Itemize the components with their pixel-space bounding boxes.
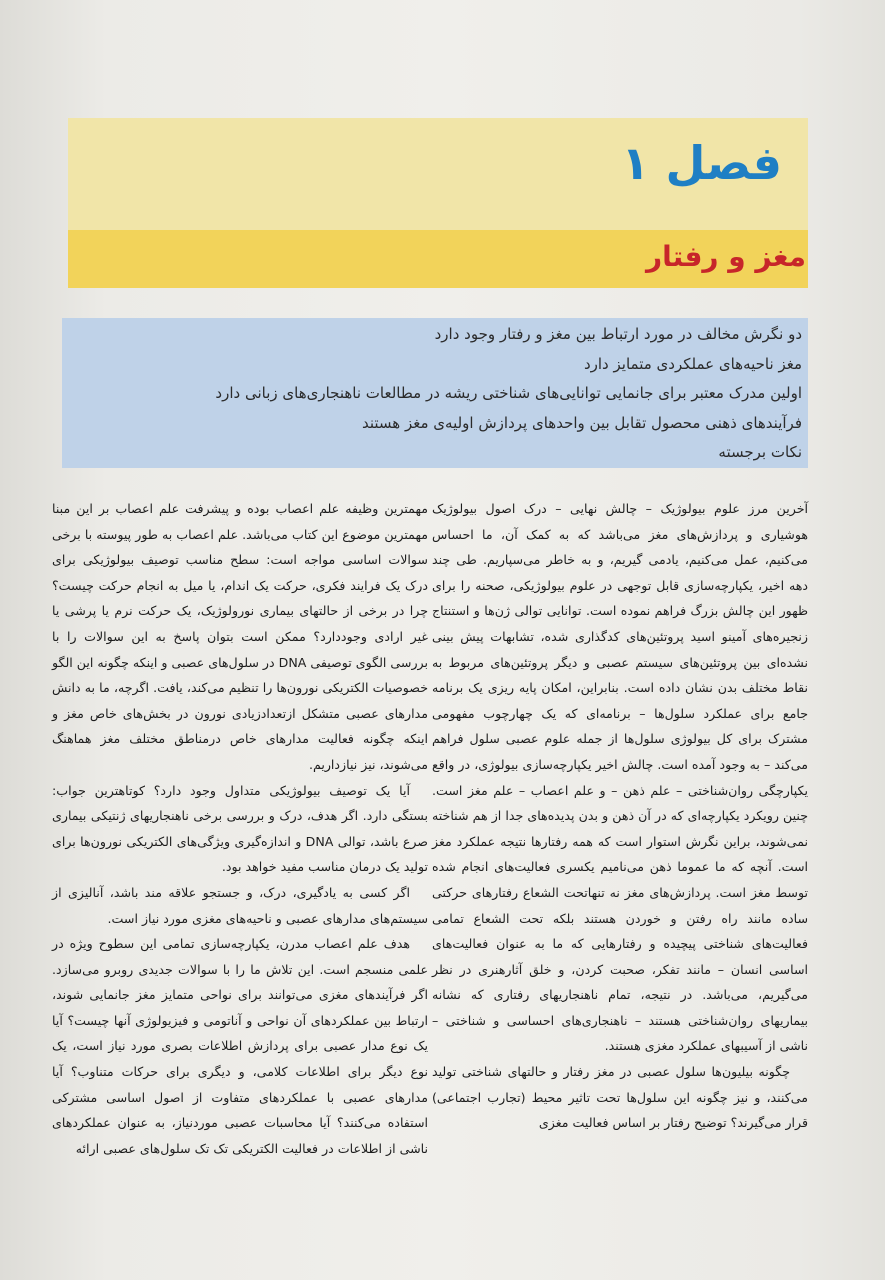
contents-item: فرآیندهای ذهنی محصول تقابل بین واحدهای پردازش اولیه‌ی مغز هستند: [362, 413, 802, 432]
paragraph: چگونه بیلیون‌ها سلول عصبی در مغز رفتار و حالتهای شناختی تولید می‌کنند، و نیز چگونه این سلول‌ها تحت تاثیر محیط (تجارب اجتماعی) قرار می‌گیرند؟ توضیح رفتار بر اساس فعالیت مغزی: [432, 1064, 808, 1131]
paragraph: مهمترین وظیفه علم اعصاب بوده و پیشرفت علم اعصاب بر این مبنا مهمترین موضوع این کتاب می‌باشد. علم اعصاب به طور پیوسته با برخی سوالات اساسی مواجه است: سطح مناسب توصیف بیولوژیکی برای درک یک فرایند فکری، حرکت یک اندام، یا میل به انجام حرکت چیست؟ چرا در برخی از حالتهای بیماری نورولوژیک، یک حرکت نرم یا پرشی یا غیر ارادی وجوددارد؟ ممکن است بتوان پاسخ به این سوالات را با بررسی الگوی توصیفی DNA در سلول‌های عصبی و اینکه چگونه این الگو خصوصیات الکتریکی نورون‌ها را تنظیم می‌کند، یافت. اگرچه، ما به دانش مدارهای عصبی متشکل ازتعدادزیادی نورون در بخش‌های خاص مغز و اینکه چگونه فعالیت مدارهای خاص درمناطق مختلف مغز هماهنگ می‌شوند، نیز نیازداریم.: [51, 501, 428, 772]
chapter-title: مغز و رفتار: [646, 240, 806, 273]
text-column-right: [432, 496, 808, 1136]
chapter-contents-list: [62, 320, 802, 468]
chapter-contents-box: [62, 318, 808, 468]
paragraph: هدف علم اعصاب مدرن، یکپارچه‌سازی تمامی این سطوح ویژه در علمی منسجم است. این تلاش ما را با سوالات جدیدی روبرو می‌سازد. اگر فرآیندهای مغزی می‌توانند برای نواحی متمایز مغز جانمایی شوند، ارتباط بین عملکردهای آن نواحی و آناتومی و فیزیولوژی آنها چیست؟ آیا یک نوع مدار عصبی برای پردازش اطلاعات بصری مورد نیاز است، یک نوع دیگر برای اطلاعات کلامی، و دیگری برای حرکات متناوب؟ آیا مدارهای عصبی با عملکردهای متفاوت از اصول اساسی مشترکی استفاده می‌کنند؟ آیا محاسبات عصبی موردنیاز، به عنوان عملکردهای ناشی از اطلاعات در فعالیت الکتریکی تک تک سلول‌های عصبی ارائه: [52, 936, 428, 1156]
paragraph: آخرین مرز علوم بیولوژیک – چالش نهایی – درک اصول بیولوژیک هوشیاری و پردازش‌های مغز می‌باشد که به کمک آن، ما احساس می‌کنیم، عمل می‌کنیم، یادمی گیریم، و به خاطر می‌سپاریم. طی چند دهه اخیر، یکپارچه‌سازی قابل توجهی در علوم بیولوژیکی، صحنه را برای ظهور این چالش بزرگ فراهم نموده است. توانایی توالی ژن‌ها و استنتاج زنجیره‌های آمینو اسید پروتئین‌های کدگذاری شده، تشابهات پیش بینی نشده‌ای بین پروتئین‌های سیستم عصبی و دیگر پروتئین‌های مربوط به نقاط مختلف بدن نشان داده است. بنابراین، امکان پایه ریزی یک برنامه جامع برای عملکرد سلول‌ها – برنامه‌ای که یک چهارچوب مفهومی مشترک برای کل بیولوژی سلول‌ها از جمله علوم عصبی سلول فراهم می‌کند – به وجود آمده است. چالش اخیر یکپارچه‌سازی بیولوژی، در واقع یکپارچگی روان‌شناختی – علم ذهن – و علم اعصاب – علم مغز است. چنین رویکرد یکپارچه‌ای که در آن ذهن و بدن پدیده‌های جدا از هم شناخته نمی‌شوند، براین نگرش استوار است که همه رفتارها نتیجه عملکرد مغز است. آنچه که ما عموما ذهن می‌نامیم یکسری فعالیت‌های انجام شده توسط مغز است. پردازش‌های مغز نه تنهاتحت الشعاع رفتارهای حرکتی ساده مانند راه رفتن و خوردن هستند بلکه تحت الشعاع تمامی فعالیت‌های شناختی پیچیده و رفتارهایی که ما به عنوان فعالیت‌های اساسی انسان – مانند تفکر، صحبت کردن، و خلق آثارهنری در نظر می‌گیریم، می‌باشد. در نتیجه، تمام ناهنجاریهای رفتاری که نشانه بیماریهای روان‌شناختی هستند – ناهنجاری‌های احساسی و شناختی – ناشی از آسیبهای عملکرد مغزی هستند.: [432, 501, 808, 1054]
contents-item: اولین مدرک معتبر برای جانمایی توانایی‌های شناختی ریشه در مطالعات ناهنجاری‌های زبانی دارد: [215, 384, 802, 402]
paragraph: اگر کسی به یادگیری، درک، و جستجو علاقه مند باشد، آنالیزی از سیستم‌های مدارهای عصبی و ناحیه‌های مغزی مورد نیاز است.: [52, 884, 428, 926]
contents-item: مغز ناحیه‌های عملکردی متمایز دارد: [583, 354, 802, 373]
text-column-left: [52, 496, 428, 1161]
paragraph: آیا یک توصیف بیولوژیکی متداول وجود دارد؟ کوتاهترین جواب: بستگی دارد. اگر هدف، درک و بررسی برخی ناهنجاریهای ژنتیکی بیماری صرع باشد، توالی DNA و اندازه‌گیری ویژگی‌های الکتریکی نورون‌ها برای تولید یک درمان مناسب مفید خواهد بود.: [52, 782, 428, 875]
contents-item: دو نگرش مخالف در مورد ارتباط بین مغز و رفتار وجود دارد: [434, 325, 802, 343]
chapter-title-banner: [68, 230, 808, 288]
chapter-number: فصل ۱: [621, 136, 782, 190]
contents-item: نکات برجسته: [718, 443, 802, 461]
chapter-banner: [68, 118, 808, 230]
